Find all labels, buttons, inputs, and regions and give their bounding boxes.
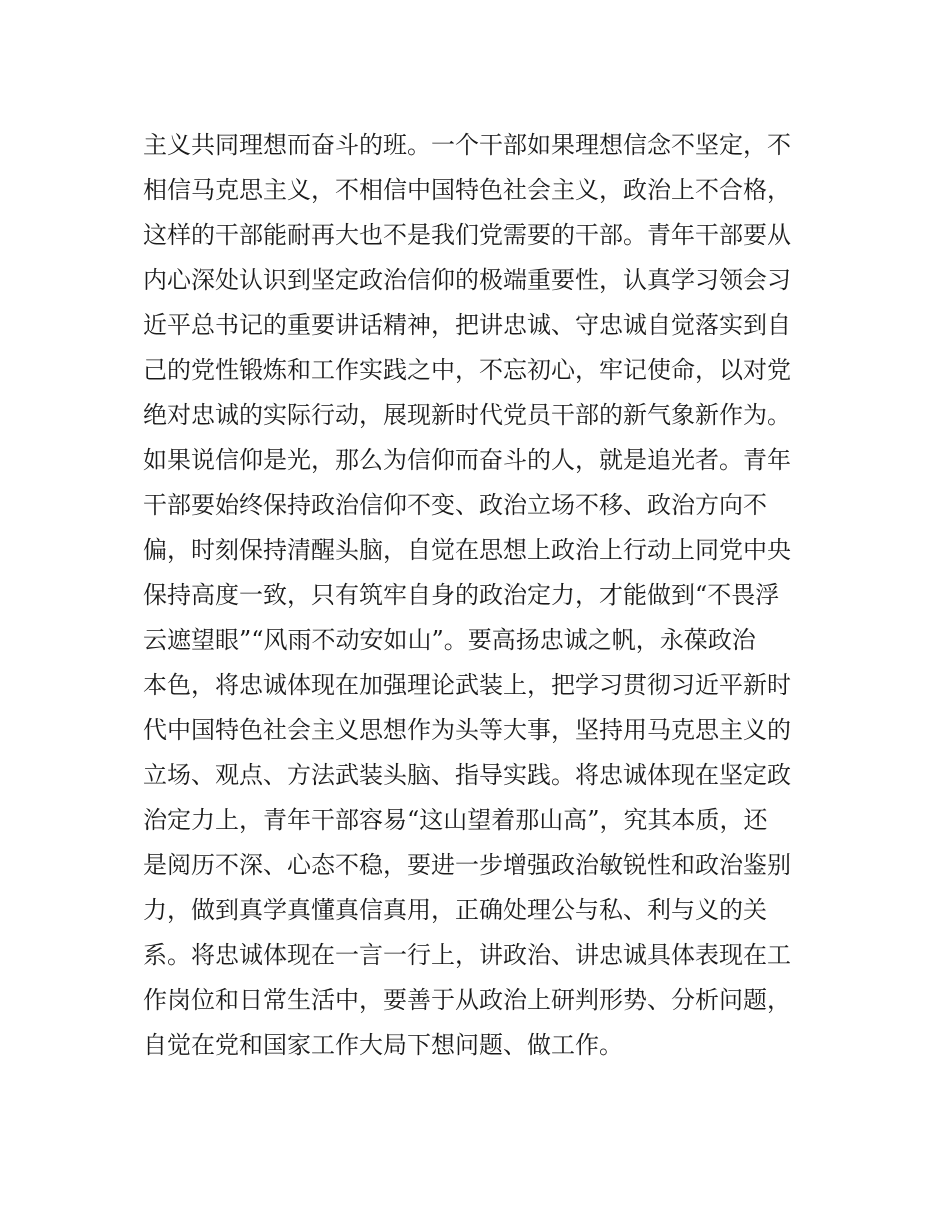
text-line: 自觉在党和国家工作大局下想问题、做工作。 — [143, 1031, 623, 1059]
text-line: 治定力上，青年干部容易“这山望着那山高”，究其本质，还 — [143, 806, 768, 834]
text-line: 偏，时刻保持清醒头脑，自觉在思想上政治上行动上同党中央 — [143, 536, 791, 564]
body-paragraph — [143, 123, 823, 1068]
text-line: 干部要始终保持政治信仰不变、政治立场不移、政治方向不 — [143, 491, 767, 519]
text-line: 相信马克思主义，不相信中国特色社会主义，政治上不合格， — [143, 176, 791, 204]
text-line: 系。将忠诚体现在一言一行上，讲政治、讲忠诚具体表现在工 — [143, 941, 791, 969]
text-line: 是阅历不深、心态不稳，要进一步增强政治敏锐性和政治鉴别 — [143, 851, 791, 879]
text-line: 己的党性锻炼和工作实践之中，不忘初心，牢记使命，以对党 — [143, 356, 791, 384]
text-line: 立场、观点、方法武装头脑、指导实践。将忠诚体现在坚定政 — [143, 761, 791, 789]
text-line: 保持高度一致，只有筑牢自身的政治定力，才能做到“不畏浮 — [143, 581, 780, 609]
text-line: 云遮望眼”“风雨不动安如山”。要高扬忠诚之帆，永葆政治 — [143, 626, 756, 654]
text-line: 本色，将忠诚体现在加强理论武装上，把学习贯彻习近平新时 — [143, 671, 791, 699]
text-line: 力，做到真学真懂真信真用，正确处理公与私、利与义的关 — [143, 896, 767, 924]
text-line: 如果说信仰是光，那么为信仰而奋斗的人，就是追光者。青年 — [143, 446, 791, 474]
text-line: 作岗位和日常生活中，要善于从政治上研判形势、分析问题， — [143, 986, 791, 1014]
text-line: 代中国特色社会主义思想作为头等大事，坚持用马克思主义的 — [143, 716, 791, 744]
text-line: 主义共同理想而奋斗的班。一个干部如果理想信念不坚定，不 — [143, 131, 791, 159]
text-line: 内心深处认识到坚定政治信仰的极端重要性，认真学习领会习 — [143, 266, 791, 294]
text-line: 绝对忠诚的实际行动，展现新时代党员干部的新气象新作为。 — [143, 401, 791, 429]
text-line: 这样的干部能耐再大也不是我们党需要的干部。青年干部要从 — [143, 221, 791, 249]
text-line: 近平总书记的重要讲话精神，把讲忠诚、守忠诚自觉落实到自 — [143, 311, 791, 339]
